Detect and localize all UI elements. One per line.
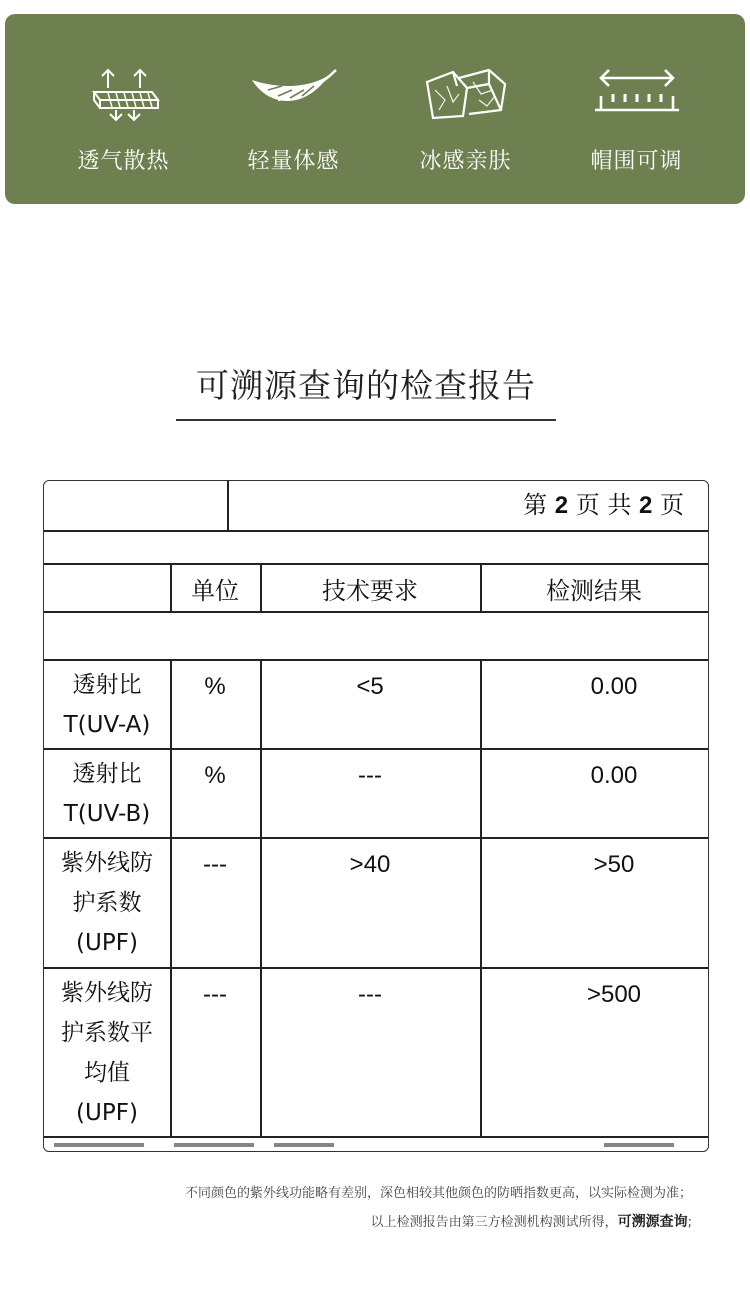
table-rule bbox=[44, 659, 708, 661]
table-rule bbox=[170, 659, 172, 1136]
row-requirement: --- bbox=[358, 981, 382, 1008]
row-item-label: 透射比 T(UV-B) bbox=[63, 761, 151, 827]
row-result: >500 bbox=[586, 981, 642, 1008]
feature-ice-feel bbox=[373, 14, 558, 204]
header-result: 检测结果 bbox=[546, 577, 642, 605]
adjustable-width-icon bbox=[591, 66, 683, 118]
header-unit: 单位 bbox=[191, 577, 239, 605]
feature-lightweight bbox=[201, 14, 386, 204]
cropped-text-remnant bbox=[604, 1143, 674, 1147]
feature-label: 冰感亲肤 bbox=[419, 149, 512, 174]
feature-label: 轻量体感 bbox=[247, 149, 340, 174]
row-requirement: <5 bbox=[356, 673, 384, 700]
table-rule bbox=[44, 563, 708, 565]
row-unit: % bbox=[204, 673, 226, 700]
ice-cube-icon bbox=[423, 66, 509, 126]
row-unit: --- bbox=[203, 981, 227, 1008]
title-underline bbox=[176, 419, 556, 421]
table-rule bbox=[44, 530, 708, 532]
table-rule bbox=[227, 481, 229, 530]
feature-banner bbox=[5, 14, 745, 204]
table-rule bbox=[44, 837, 708, 839]
feature-label: 帽围可调 bbox=[590, 149, 683, 174]
row-result: 0.00 bbox=[590, 762, 638, 789]
cropped-text-remnant bbox=[54, 1143, 144, 1147]
row-item-label: 紫外线防 护系数 (UPF) bbox=[61, 850, 153, 956]
row-unit: % bbox=[204, 762, 226, 789]
breathable-mesh-icon bbox=[88, 66, 160, 124]
section-title: 可溯源查询的检查报告 bbox=[196, 366, 536, 405]
table-rule bbox=[44, 1136, 708, 1138]
row-result: >50 bbox=[593, 851, 635, 878]
table-rule bbox=[260, 659, 262, 1136]
row-item-label: 透射比 T(UV-A) bbox=[63, 672, 151, 738]
feature-breathable bbox=[31, 14, 216, 204]
page-number: 第 2 页 共 2 页 bbox=[523, 491, 684, 519]
cropped-text-remnant bbox=[274, 1143, 334, 1147]
table-rule bbox=[480, 659, 482, 1136]
header-requirement: 技术要求 bbox=[322, 577, 418, 605]
table-rule bbox=[44, 748, 708, 750]
feature-icon bbox=[248, 66, 340, 116]
feature-adjustable bbox=[544, 14, 729, 204]
feature-label: 透气散热 bbox=[77, 149, 170, 174]
footnotes bbox=[185, 1180, 692, 1237]
row-requirement: --- bbox=[358, 762, 382, 789]
footnote-line-2: 以上检测报告由第三方检测机构测试所得，可溯源查询; bbox=[370, 1214, 692, 1230]
row-item-label: 紫外线防 护系数平 均值 (UPF) bbox=[61, 980, 153, 1126]
cropped-text-remnant bbox=[174, 1143, 254, 1147]
table-rule bbox=[44, 611, 708, 613]
test-report bbox=[43, 480, 709, 1152]
row-unit: --- bbox=[203, 851, 227, 878]
row-requirement: >40 bbox=[349, 851, 391, 878]
row-result: 0.00 bbox=[590, 673, 638, 700]
footnote-line-1: 不同颜色的紫外线功能略有差别，深色相较其他颜色的防晒指数更高，以实际检测为准； bbox=[184, 1186, 692, 1201]
table-rule bbox=[44, 967, 708, 969]
